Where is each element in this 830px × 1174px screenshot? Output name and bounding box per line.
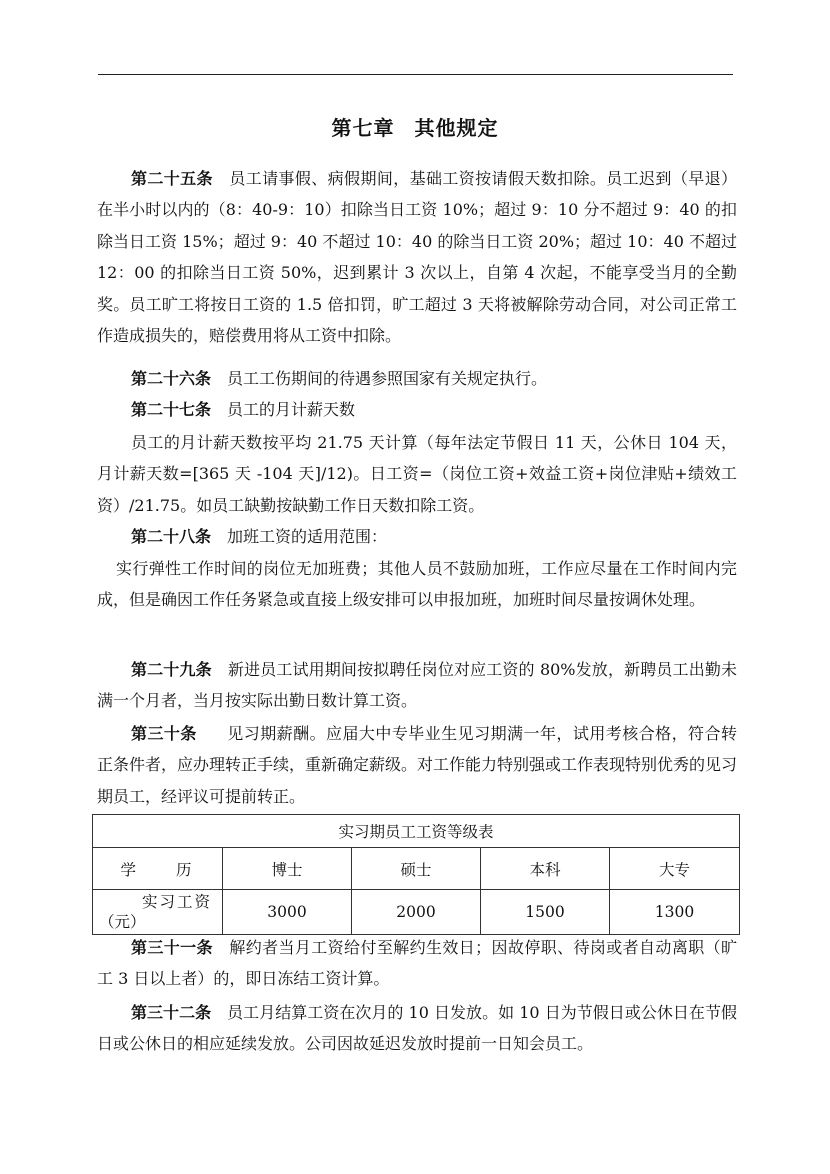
article-text: 员工工伤期间的待遇参照国家有关规定执行。	[227, 369, 548, 388]
table-cell: 3000	[223, 890, 352, 935]
column-header: 大专	[610, 848, 740, 890]
row-header-wage-label: 实习工资	[141, 893, 212, 911]
table-caption: 实习期员工工资等级表	[93, 815, 740, 848]
chapter-title	[0, 112, 830, 141]
row-header-wage-unit: （元）	[99, 913, 146, 931]
article-25	[97, 163, 737, 351]
article-text: 员工请事假、病假期间，基础工资按请假天数扣除。员工迟到（早退）在半小时以内的（8：40-9：10）扣除当日工资 10%；超过 9：10 分不超过 9：40 的扣除当日工资 15%；超过 9：40 不超过 10：40 的除当日工资 20%；超过 10：40 不超过 12：00 的扣除当日工资 50%，迟到累计 3 次以上，自第 4 次起，不能享受当月的全勤奖。员工旷工将按日工资的 1.5 倍扣罚，旷工超过 3 天将被解除劳动合同，对公司正常工作造成损失的，赔偿费用将从工资中扣除。	[97, 169, 737, 346]
article-30	[97, 718, 737, 812]
article-label: 第二十九条	[131, 660, 212, 679]
article-28-detail	[97, 553, 737, 616]
column-header: 本科	[481, 848, 610, 890]
article-text: 员工月结算工资在次月的 10 日发放。如 10 日为节假日或公休日在节假日或公休日的相应延续发放。公司因故延迟发放时提前一日知会员工。	[97, 1003, 737, 1054]
table-cell: 1300	[610, 890, 740, 935]
article-label: 第三十一条	[131, 938, 213, 957]
intern-salary-table	[92, 814, 740, 935]
article-text: 解约者当月工资给付至解约生效日；因故停职、待岗或者自动离职（旷工 3 日以上者）的，即日冻结工资计算。	[97, 938, 737, 989]
article-label: 第二十五条	[131, 169, 213, 188]
article-label: 第二十七条	[131, 400, 212, 419]
column-header: 博士	[223, 848, 352, 890]
header-rule	[98, 74, 733, 75]
article-detail: 员工的月计薪天数按平均 21.75 天计算（每年法定节假日 11 天，公休日 104 天，月计薪天数=[365 天 -104 天]/12)。日工资=（岗位工资+效益工资+岗位津贴+绩效工资）/21.75。如员工缺勤按缺勤工作日天数扣除工资。	[97, 433, 737, 515]
article-26	[97, 363, 737, 394]
article-text: 员工的月计薪天数	[227, 400, 356, 419]
article-text: 见习期薪酬。应届大中专毕业生见习期满一年，试用考核合格，符合转正条件者，应办理转正手续，重新确定薪级。对工作能力特别强或工作表现特别优秀的见习期员工，经评议可提前转正。	[97, 724, 738, 806]
article-29	[97, 654, 737, 717]
article-text: 加班工资的适用范围：	[227, 527, 388, 546]
article-text: 新进员工试用期间按拟聘任岗位对应工资的 80%发放，新聘员工出勤未满一个月者，当月按实际出勤日数计算工资。	[97, 660, 737, 711]
article-label: 第二十六条	[131, 369, 212, 388]
row-header-education: 学 历	[93, 848, 223, 890]
row-header-wage	[93, 890, 223, 935]
article-31	[97, 932, 737, 995]
article-label: 第三十二条	[131, 1003, 212, 1022]
article-label: 第二十八条	[131, 527, 212, 546]
table-cell: 2000	[352, 890, 481, 935]
article-32	[97, 997, 737, 1060]
table-cell: 1500	[481, 890, 610, 935]
article-27	[97, 394, 737, 425]
chapter-name: 其他规定	[414, 116, 499, 140]
article-label: 第三十条	[131, 724, 197, 743]
article-27-detail	[97, 427, 737, 521]
chapter-number: 第七章	[331, 116, 395, 140]
column-header: 硕士	[352, 848, 481, 890]
article-detail: 实行弹性工作时间的岗位无加班费；其他人员不鼓励加班，工作应尽量在工作时间内完成，但是确因工作任务紧急或直接上级安排可以申报加班，加班时间尽量按调休处理。	[97, 559, 737, 610]
article-28	[97, 521, 737, 552]
